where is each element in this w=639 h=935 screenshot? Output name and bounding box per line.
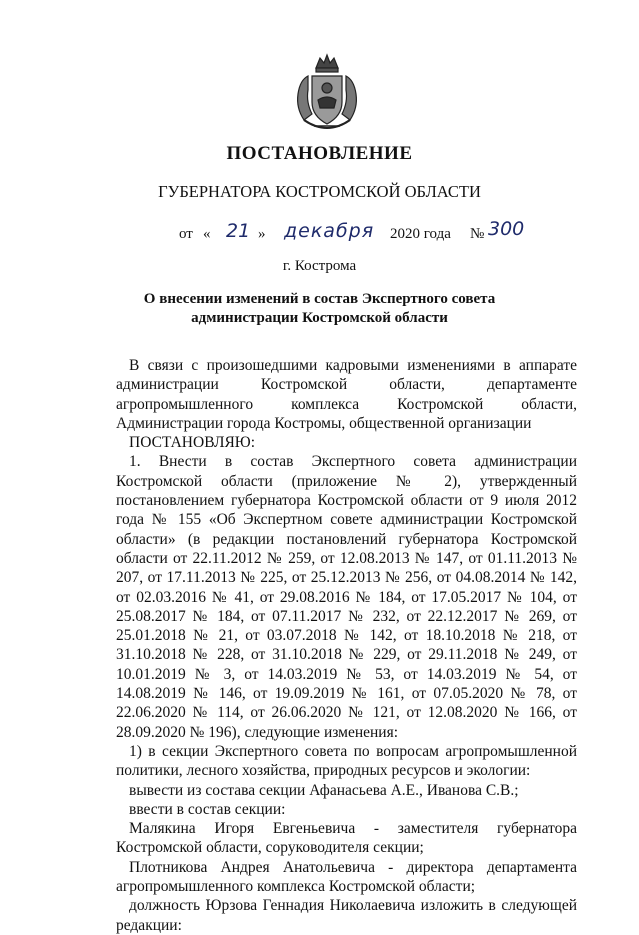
date-quote-close: » bbox=[258, 226, 266, 242]
coat-of-arms-icon bbox=[294, 50, 360, 134]
heading-line-2: администрации Костромской области bbox=[191, 310, 448, 326]
document-heading bbox=[0, 290, 639, 328]
heading-line-1: О внесении изменений в состав Экспертного совета bbox=[143, 291, 496, 307]
body-paragraph: вывести из состава секции Афанасьева А.Е., Иванова С.В.; bbox=[129, 781, 519, 799]
city-label: г. Кострома bbox=[282, 258, 357, 274]
date-year-label: 2020 года bbox=[390, 226, 451, 242]
date-month-handwritten: декабря bbox=[284, 220, 375, 242]
body-paragraph: 1. Внести в состав Экспертного совета администрации Костромской области (приложение № 2), утвержденный постановлением губернатора Костромской области от 9 июля 2012 года № 155 «Об Экспертном совете администрации Костромской области» (в редакции постановлений губернатора Костромской области от 22.11.2012 № 259, от 12.08.2013 № 147, от 01.11.2013 № 207, от 17.11.2013 № 225, от 25.12.2013 № 256, от 04.08.2014 № 142, от 02.03.2016 № 41, от 29.08.2016 № 184, от 17.05.2017 № 104, от 25.08.2017 № 184, от 07.11.2017 № 232, от 22.12.2017 № 269, от 25.01.2018 № 21, от 03.07.2018 № 142, от 18.10.2018 № 218, от 31.10.2018 № 228, от 31.10.2018 № 229, от 29.11.2018 № 249, от 10.01.2019 № 3, от 14.03.2019 № 53, от 14.03.2019 № 54, от 14.08.2019 № 146, от 19.09.2019 № 161, от 07.05.2020 № 78, от 22.06.2020 № 114, от 26.06.2020 № 121, от 12.08.2020 № 166, от 28.09.2020 № 196), следующие изменения: bbox=[116, 453, 577, 741]
date-quote-open: « bbox=[203, 226, 211, 242]
body-paragraph: должность Юрзова Геннадия Николаевича изложить в следующей редакции: bbox=[116, 897, 577, 934]
document-number-handwritten: 300 bbox=[488, 218, 525, 240]
date-line bbox=[0, 216, 639, 252]
number-sign: № bbox=[470, 226, 485, 242]
date-day-handwritten: 21 bbox=[226, 220, 251, 242]
body-paragraph: Плотникова Андрея Анатольевича - директора департамента агропромышленного комплекса Костромской области; bbox=[116, 858, 577, 896]
document-title: ПОСТАНОВЛЕНИЕ bbox=[226, 143, 413, 164]
body-paragraph: ПОСТАНОВЛЯЮ: bbox=[129, 434, 256, 452]
date-from-label: от bbox=[179, 226, 193, 242]
document-body bbox=[116, 356, 577, 935]
body-paragraph: Малякина Игоря Евгеньевича - заместителя губернатора Костромской области, соруководителя секции; bbox=[116, 820, 577, 857]
body-paragraph: В связи с произошедшими кадровыми изменениями в аппарате администрации Костромской области, департаменте агропромышленного комплекса Костромской области, Администрации города Костромы, общественной организации bbox=[116, 357, 577, 432]
issuer-subtitle: ГУБЕРНАТОРА КОСТРОМСКОЙ ОБЛАСТИ bbox=[158, 182, 481, 201]
body-paragraph: ввести в состав секции: bbox=[129, 800, 286, 818]
body-paragraph: 1) в секции Экспертного совета по вопросам агропромышленной политики, лесного хозяйства, природных ресурсов и экологии: bbox=[116, 742, 577, 780]
